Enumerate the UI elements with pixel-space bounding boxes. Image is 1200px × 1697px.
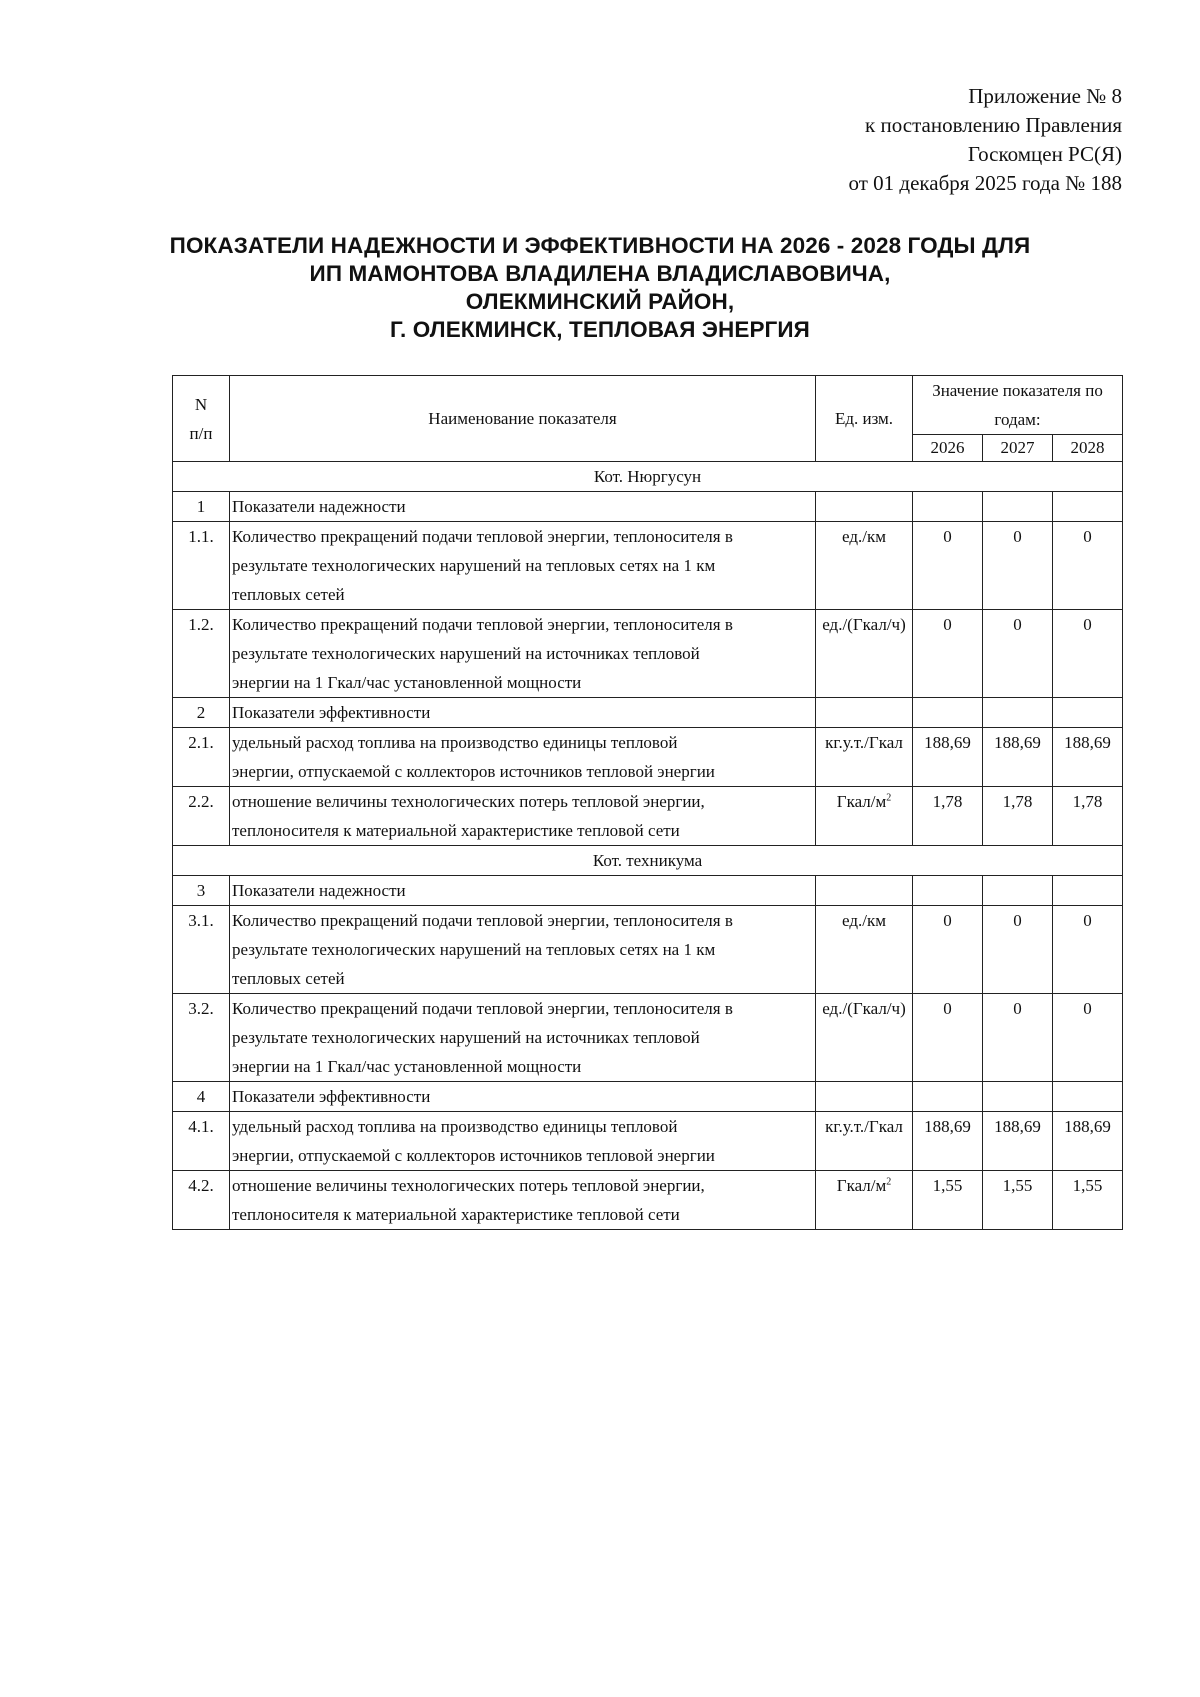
- row-unit-cell: [816, 1082, 913, 1112]
- appendix-line: Госкомцен РС(Я): [967, 142, 1122, 166]
- row-value-cell: 0: [913, 906, 983, 994]
- row-name-cell: Показатели надежности: [230, 492, 816, 522]
- appendix-line: от 01 декабря 2025 года № 188: [848, 171, 1122, 195]
- row-value-cell: [913, 492, 983, 522]
- row-value-cell: 188,69: [983, 728, 1053, 787]
- row-num-cell: 1: [173, 492, 230, 522]
- row-unit-cell: [816, 876, 913, 906]
- row-value-cell: [983, 1082, 1053, 1112]
- row-value-cell: [1053, 698, 1123, 728]
- row-value-cell: [913, 876, 983, 906]
- row-value-cell: 1,55: [1053, 1171, 1123, 1230]
- row-name-line: результате технологических нарушений на тепловых сетях на 1 км: [232, 556, 716, 575]
- row-unit-cell: [816, 610, 913, 698]
- row-value-cell: 188,69: [1053, 1112, 1123, 1171]
- row-value-cell: 188,69: [913, 728, 983, 787]
- row-unit-text: ед./км: [842, 911, 886, 930]
- row-unit-text: ед./(Гкал/ч): [822, 615, 906, 634]
- row-unit-cell: [816, 906, 913, 994]
- header-num-cell: [173, 376, 230, 462]
- row-value-cell: 1,55: [913, 1171, 983, 1230]
- row-value-cell: 1,78: [1053, 787, 1123, 846]
- table-row: [173, 876, 1123, 906]
- table-row: [173, 728, 1123, 787]
- row-unit-cell: [816, 492, 913, 522]
- row-name-line: тепловых сетей: [232, 969, 345, 988]
- row-unit-cell: [816, 994, 913, 1082]
- row-value-cell: 0: [1053, 994, 1123, 1082]
- row-name-line: удельный расход топлива на производство единицы тепловой: [232, 733, 678, 752]
- row-value-cell: [1053, 492, 1123, 522]
- row-name-line: тепловых сетей: [232, 585, 345, 604]
- row-name-line: Количество прекращений подачи тепловой энергии, теплоносителя в: [232, 527, 733, 546]
- row-num-cell: 3.2.: [173, 994, 230, 1082]
- row-num-cell: 4: [173, 1082, 230, 1112]
- row-name-cell: [230, 522, 816, 610]
- indicators-table: [172, 375, 1123, 1230]
- table-row: [173, 610, 1123, 698]
- row-unit-text: кг.у.т./Гкал: [825, 733, 903, 752]
- header-unit-cell: Ед. изм.: [816, 376, 913, 462]
- row-name-line: отношение величины технологических потерь тепловой энергии,: [232, 792, 705, 811]
- row-value-cell: 188,69: [983, 1112, 1053, 1171]
- row-name-cell: Показатели эффективности: [230, 698, 816, 728]
- row-value-cell: [983, 492, 1053, 522]
- row-value-cell: 0: [983, 522, 1053, 610]
- row-name-line: Количество прекращений подачи тепловой энергии, теплоносителя в: [232, 911, 733, 930]
- header-year-cell: 2026: [913, 435, 983, 462]
- row-value-cell: 0: [913, 610, 983, 698]
- row-name-line: результате технологических нарушений на тепловых сетях на 1 км: [232, 940, 716, 959]
- row-value-cell: [1053, 1082, 1123, 1112]
- header-values-cell: Значение показателя по годам:: [913, 376, 1123, 435]
- row-value-cell: 188,69: [913, 1112, 983, 1171]
- table-row: [173, 522, 1123, 610]
- row-value-cell: 1,78: [983, 787, 1053, 846]
- row-name-line: Количество прекращений подачи тепловой энергии, теплоносителя в: [232, 999, 733, 1018]
- row-unit-superscript: 2: [886, 1176, 892, 1188]
- table-row: [173, 1082, 1123, 1112]
- row-value-cell: 0: [1053, 610, 1123, 698]
- row-value-cell: 0: [913, 522, 983, 610]
- title-line: ОЛЕКМИНСКИЙ РАЙОН,: [465, 289, 735, 314]
- row-value-cell: 0: [913, 994, 983, 1082]
- row-name-cell: Показатели надежности: [230, 876, 816, 906]
- table-row: [173, 1112, 1123, 1171]
- table-row: [173, 787, 1123, 846]
- row-unit-cell: [816, 698, 913, 728]
- row-value-cell: 0: [1053, 906, 1123, 994]
- row-value-cell: 0: [983, 906, 1053, 994]
- row-num-cell: 3.1.: [173, 906, 230, 994]
- section-title-cell: Кот. Нюргусун: [173, 462, 1123, 492]
- row-name-line: энергии на 1 Гкал/час установленной мощности: [232, 1057, 582, 1076]
- row-unit-cell: [816, 1112, 913, 1171]
- title-line: Г. ОЛЕКМИНСК, ТЕПЛОВАЯ ЭНЕРГИЯ: [390, 317, 810, 342]
- row-name-line: энергии, отпускаемой с коллекторов источников тепловой энергии: [232, 762, 715, 781]
- section-title-cell: Кот. техникума: [173, 846, 1123, 876]
- row-value-cell: [983, 876, 1053, 906]
- row-value-cell: 0: [1053, 522, 1123, 610]
- row-num-cell: 4.1.: [173, 1112, 230, 1171]
- header-num-line: N: [194, 394, 208, 414]
- row-value-cell: [913, 1082, 983, 1112]
- row-num-cell: 1.2.: [173, 610, 230, 698]
- row-num-cell: 2: [173, 698, 230, 728]
- row-unit-text: кг.у.т./Гкал: [825, 1117, 903, 1136]
- row-name-line: теплоносителя к материальной характеристике тепловой сети: [232, 1205, 680, 1224]
- section-row: [173, 462, 1123, 492]
- appendix-line: Приложение № 8: [968, 84, 1122, 108]
- document-title: [100, 232, 1100, 344]
- row-unit-superscript: 2: [886, 792, 892, 804]
- row-unit-cell: [816, 522, 913, 610]
- row-num-cell: 1.1.: [173, 522, 230, 610]
- row-unit-cell: [816, 1171, 913, 1230]
- row-name-cell: [230, 787, 816, 846]
- row-num-cell: 4.2.: [173, 1171, 230, 1230]
- row-num-cell: 2.2.: [173, 787, 230, 846]
- row-value-cell: [913, 698, 983, 728]
- header-num-line: п/п: [189, 423, 213, 443]
- row-num-cell: 2.1.: [173, 728, 230, 787]
- indicators-table-body: [173, 376, 1123, 1230]
- row-name-cell: [230, 994, 816, 1082]
- row-name-cell: [230, 1112, 816, 1171]
- row-value-cell: 0: [983, 994, 1053, 1082]
- row-name-cell: [230, 610, 816, 698]
- row-unit-text: ед./км: [842, 527, 886, 546]
- row-unit-cell: [816, 728, 913, 787]
- row-name-line: энергии, отпускаемой с коллекторов источников тепловой энергии: [232, 1146, 715, 1165]
- appendix-line: к постановлению Правления: [865, 113, 1122, 137]
- section-row: [173, 846, 1123, 876]
- table-row: [173, 994, 1123, 1082]
- row-name-line: отношение величины технологических потерь тепловой энергии,: [232, 1176, 705, 1195]
- row-value-cell: 188,69: [1053, 728, 1123, 787]
- row-name-cell: [230, 728, 816, 787]
- row-name-cell: [230, 906, 816, 994]
- row-unit-text: Гкал/м: [836, 1176, 887, 1195]
- row-name-line: теплоносителя к материальной характеристике тепловой сети: [232, 821, 680, 840]
- row-name-line: результате технологических нарушений на источниках тепловой: [232, 1028, 700, 1047]
- row-value-cell: 1,55: [983, 1171, 1053, 1230]
- header-year-cell: 2028: [1053, 435, 1123, 462]
- header-name-cell: Наименование показателя: [230, 376, 816, 462]
- row-name-line: удельный расход топлива на производство единицы тепловой: [232, 1117, 678, 1136]
- row-name-cell: [230, 1171, 816, 1230]
- row-value-cell: 0: [983, 610, 1053, 698]
- row-name-cell: Показатели эффективности: [230, 1082, 816, 1112]
- table-row: [173, 906, 1123, 994]
- row-num-cell: 3: [173, 876, 230, 906]
- title-line: ИП МАМОНТОВА ВЛАДИЛЕНА ВЛАДИСЛАВОВИЧА,: [309, 261, 891, 286]
- header-year-cell: 2027: [983, 435, 1053, 462]
- header-row: [173, 376, 1123, 435]
- row-name-line: энергии на 1 Гкал/час установленной мощности: [232, 673, 582, 692]
- row-unit-cell: [816, 787, 913, 846]
- row-value-cell: [1053, 876, 1123, 906]
- title-line: ПОКАЗАТЕЛИ НАДЕЖНОСТИ И ЭФФЕКТИВНОСТИ НА 2026 - 2028 ГОДЫ ДЛЯ: [169, 233, 1031, 258]
- row-value-cell: 1,78: [913, 787, 983, 846]
- appendix-header: [849, 82, 1122, 198]
- row-name-line: Количество прекращений подачи тепловой энергии, теплоносителя в: [232, 615, 733, 634]
- table-row: [173, 492, 1123, 522]
- row-value-cell: [983, 698, 1053, 728]
- row-unit-text: ед./(Гкал/ч): [822, 999, 906, 1018]
- table-row: [173, 698, 1123, 728]
- row-unit-text: Гкал/м: [836, 792, 887, 811]
- row-name-line: результате технологических нарушений на источниках тепловой: [232, 644, 700, 663]
- table-row: [173, 1171, 1123, 1230]
